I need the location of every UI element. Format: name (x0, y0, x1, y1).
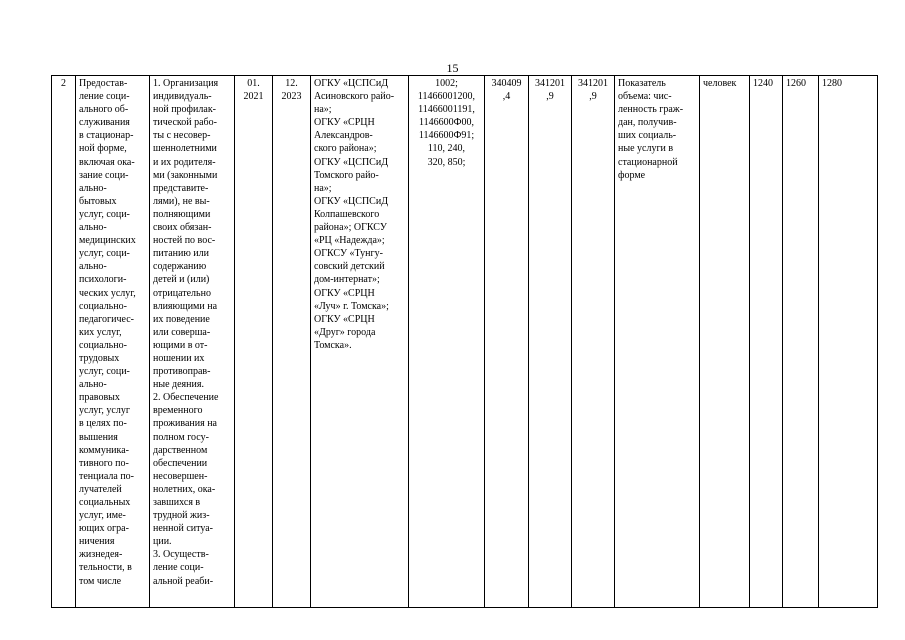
funding-2021: 340409 ,4 (491, 78, 522, 103)
end-date-cell (273, 76, 311, 608)
funding-2023-cell (572, 76, 615, 608)
unit-cell (700, 76, 750, 608)
measure-name-cell (76, 76, 150, 608)
value-2021-cell (750, 76, 783, 608)
budget-codes-cell (409, 76, 485, 608)
indicator-cell (615, 76, 700, 608)
row-index: 2 (61, 78, 66, 89)
funding-2021-cell (485, 76, 529, 608)
end-date: 12. 2023 (281, 78, 302, 103)
value-2021: 1240 (753, 78, 773, 89)
budget-codes: 1002; 11466001200, 11466001191, 1146600Ф00, 1146600Ф91; 110, 240, 320, 850; (417, 78, 476, 168)
measure-name: Предостав- ление соци- ального об- служивания в стационар- ной форме, включая ока- зание соци- ально- бытовых услуг, соци- ально- медицинских услуг, соци- ально- психологи- ческих услуг, социально- педагогичес- ких услуг, социально- трудовых услуг, соци- ально- правовых услуг, услуг в целях по- вышения коммуника- тивного по- тенциала по- лучателей социальных услуг, име- ющих огра- ничения жизнедея- тельности, в том числе (79, 78, 136, 587)
table-row (52, 76, 878, 608)
activities: 1. Организация индивидуаль- ной профилак- тической рабо- ты с несовер- шеннолетними и их родителя- ми (законными представите- лями), не вы- полняющими своих обязан- ностей по вос- питанию или содержанию детей и (или) отрицательно влияющими на их поведение или соверша- ющими в от- ношении их противоправ- ные деяния. 2. Обеспечение временного проживания на полном госу- дарственном обеспечении несовершен- нолетних, ока- завшихся в трудной жиз- ненной ситуа- ции. 3. Осуществ- ление соци- альной реаби- (153, 78, 219, 587)
value-2023-cell (819, 76, 878, 608)
value-2023: 1280 (822, 78, 842, 89)
indicator: Показатель объема: чис- ленность граж- дан, получив- ших социаль- ные услуги в стационарной форме (618, 78, 684, 181)
activities-cell (150, 76, 235, 608)
funding-2022-cell (529, 76, 572, 608)
executors-cell (311, 76, 409, 608)
row-index-cell (52, 76, 76, 608)
program-table (51, 75, 878, 608)
funding-2023: 341201 ,9 (578, 78, 608, 103)
start-date-cell (235, 76, 273, 608)
start-date: 01. 2021 (243, 78, 264, 103)
funding-2022: 341201 ,9 (535, 78, 565, 103)
executors: ОГКУ «ЦСПСиД Асиновского райо- на»; ОГКУ «СРЦН Александров- ского района»; ОГКУ «ЦСПСиД Томского райо- на»; ОГКУ «ЦСПСиД Колпашевского района»; ОГКСУ «РЦ «Надежда»; ОГКСУ «Тунгу- совский детский дом-интернат»; ОГКУ «СРЦН «Луч» г. Томска»; ОГКУ «СРЦН «Друг» города Томска». (314, 78, 395, 351)
value-2022-cell (783, 76, 819, 608)
value-2022: 1260 (786, 78, 806, 89)
page-number: 15 (446, 61, 459, 75)
unit: человек (703, 78, 737, 89)
